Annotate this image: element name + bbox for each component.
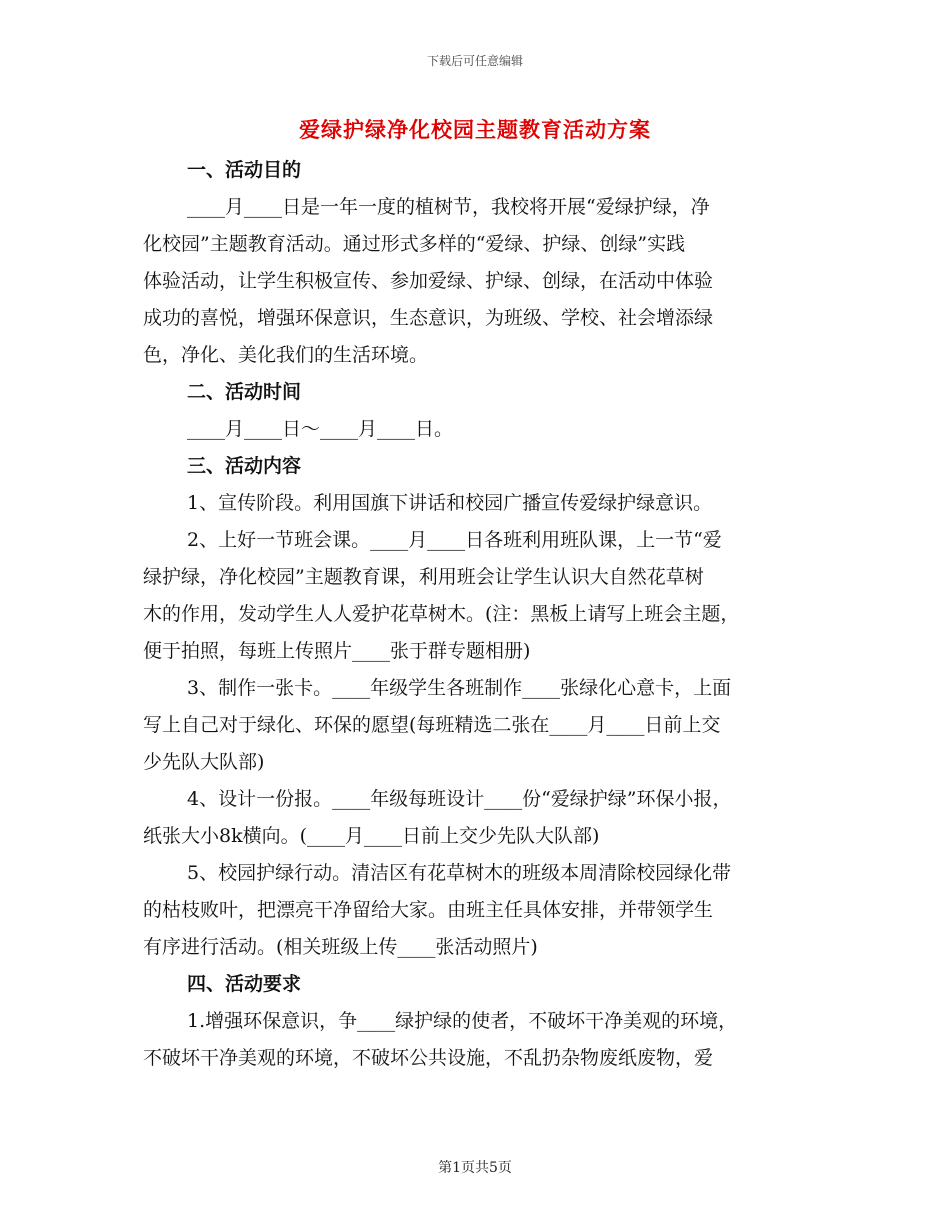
paragraph-line: 化校园”主题教育活动。通过形式多样的“爱绿、护绿、创绿”实践 bbox=[143, 233, 686, 255]
paragraph-line: 有序进行活动。(相关班级上传____张活动照片) bbox=[143, 936, 538, 958]
section-heading: 三、活动内容 bbox=[187, 455, 302, 477]
paragraph-line: 3、制作一张卡。____年级学生各班制作____张绿化心意卡，上面 bbox=[187, 677, 732, 699]
paragraph-line: 色，净化、美化我们的生活环境。 bbox=[143, 344, 429, 366]
paragraph-line: 少先队大队部) bbox=[143, 751, 265, 773]
paragraph-line: 2、上好一节班会课。____月____日各班利用班队课，上一节“爱 bbox=[187, 529, 722, 551]
paragraph-line: 5、校园护绿行动。清洁区有花草树木的班级本周清除校园绿化带 bbox=[187, 862, 732, 884]
paragraph-line: ____月____日～____月____日。 bbox=[187, 418, 454, 440]
paragraph-line: 4、设计一份报。____年级每班设计____份“爱绿护绿”环保小报， bbox=[187, 788, 732, 810]
paragraph-line: 不破坏干净美观的环境，不破坏公共设施，不乱扔杂物废纸废物，爱 bbox=[143, 1047, 714, 1069]
paragraph-line: ____月____日是一年一度的植树节，我校将开展“爱绿护绿，净 bbox=[187, 196, 710, 218]
paragraph-line: 木的作用，发动学生人人爱护花草树木。(注：黑板上请写上班会主题， bbox=[143, 603, 740, 625]
section-heading: 四、活动要求 bbox=[187, 973, 302, 995]
section-heading: 一、活动目的 bbox=[187, 159, 302, 181]
paragraph-line: 写上自己对于绿化、环保的愿望(每班精选二张在____月____日前上交 bbox=[143, 714, 721, 736]
document-body bbox=[143, 156, 815, 1081]
paragraph-line: 1、宣传阶段。利用国旗下讲话和校园广播宣传爱绿护绿意识。 bbox=[187, 492, 713, 514]
section-heading: 二、活动时间 bbox=[187, 381, 302, 403]
paragraph-line: 便于拍照，每班上传照片____张于群专题相册) bbox=[143, 640, 531, 662]
header-note: 下载后可任意编辑 bbox=[426, 54, 523, 68]
paragraph-line: 的枯枝败叶，把漂亮干净留给大家。由班主任具体安排，并带领学生 bbox=[143, 899, 714, 921]
paragraph-line: 绿护绿，净化校园”主题教育课，利用班会让学生认识大自然花草树 bbox=[143, 566, 704, 588]
page-number: 第1页共5页 bbox=[438, 1160, 512, 1176]
document-title: 爱绿护绿净化校园主题教育活动方案 bbox=[299, 117, 651, 142]
paragraph-line: 1.增强环保意识，争____绿护绿的使者，不破坏干净美观的环境， bbox=[187, 1010, 738, 1032]
paragraph-line: 体验活动，让学生积极宣传、参加爱绿、护绿、创绿，在活动中体验 bbox=[143, 270, 714, 292]
paragraph-line: 纸张大小8k横向。(____月____日前上交少先队大队部) bbox=[143, 825, 600, 847]
paragraph-line: 成功的喜悦，增强环保意识，生态意识，为班级、学校、社会增添绿 bbox=[143, 307, 714, 329]
